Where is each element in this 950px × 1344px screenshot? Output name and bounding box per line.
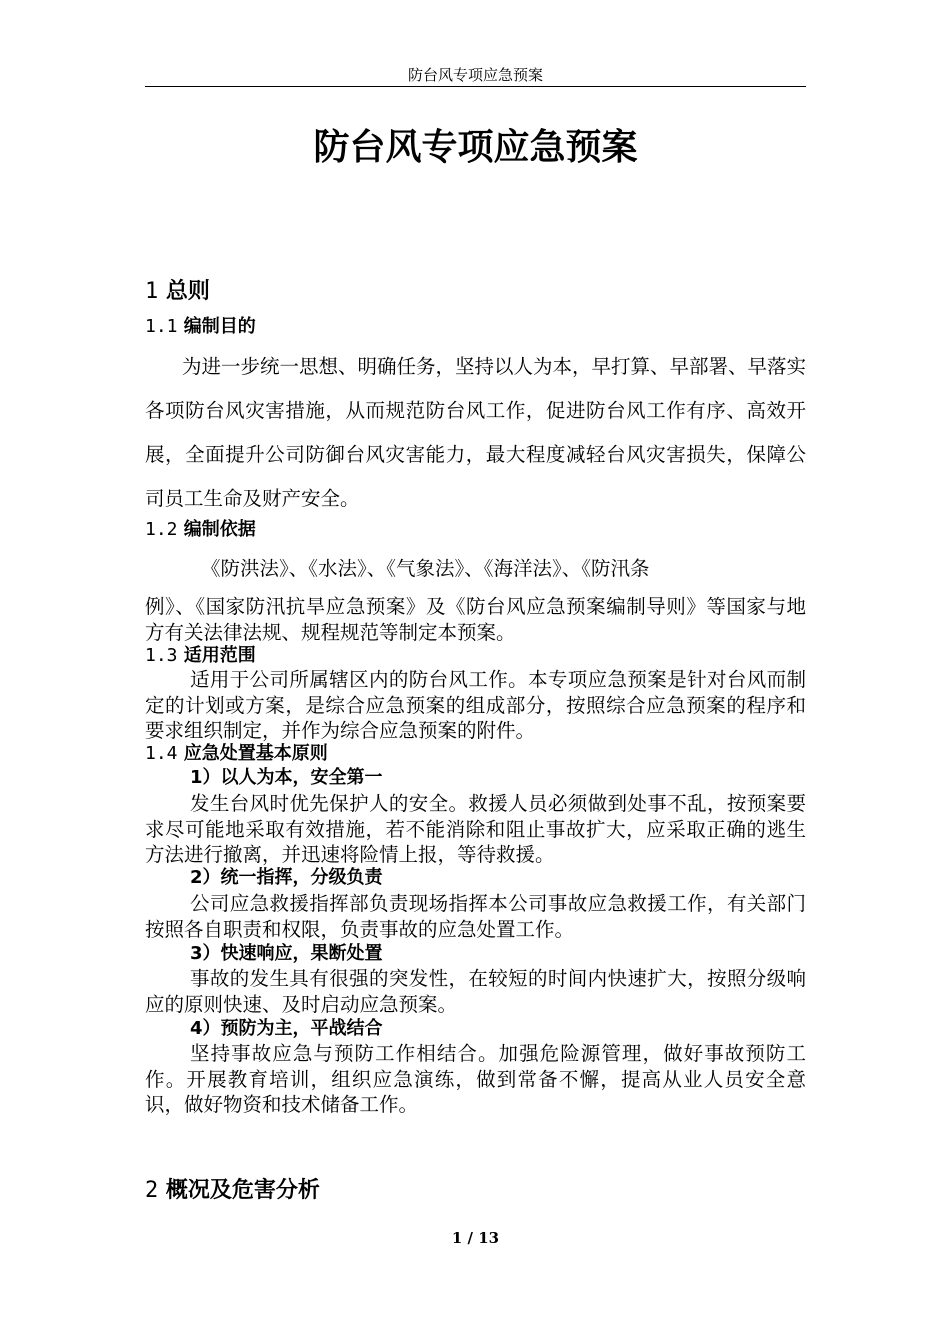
section-label: 总则: [165, 279, 210, 304]
paragraph-text: 为进一步统一思想、明确任务，坚持以人为本，早打算、早部署、早落实各项防台风灾害措施，从而规范防台风工作，促进防台风工作有序、高效开展，全面提升公司防御台风灾害能力，最大程度减轻台风灾害损失，保障公司员工生命及财产安全。: [145, 355, 807, 510]
page-number: 1 / 13: [451, 1229, 500, 1247]
principle-4-text: [145, 1041, 806, 1118]
paragraph-text: 适用于公司所属辖区内的防台风工作。本专项应急预案是针对台风而制定的计划或方案，是综合应急预案的组成部分，按照综合应急预案的程序和要求组织制定，并作为综合应急预案的附件。: [145, 668, 806, 742]
principle-1-text: [145, 791, 806, 868]
section-number: 1.4: [145, 743, 178, 764]
principle-3-text: [145, 966, 806, 1017]
section-label: 适用范围: [183, 645, 256, 666]
paragraph-text: 坚持事故应急与预防工作相结合。加强危险源管理，做好事故预防工作。开展教育培训，组织应急演练，做到常备不懈，提高从业人员安全意识，做好物资和技术储备工作。: [145, 1042, 806, 1116]
paragraph-purpose: [145, 345, 806, 521]
section-number: 1.3: [145, 645, 178, 666]
principle-1-heading: 1）以人为本，安全第一: [190, 767, 383, 788]
paragraph-text: 《防洪法》、《水法》、《气象法》、《海洋法》、《防汛条: [201, 557, 650, 580]
section-1-3-heading: [145, 645, 256, 667]
section-number: 1.2: [145, 519, 178, 540]
section-label: 概况及危害分析: [165, 1178, 320, 1203]
section-number: 1: [145, 279, 159, 304]
section-label: 应急处置基本原则: [183, 743, 328, 764]
paragraph-basis: [145, 594, 806, 645]
principle-3-heading: 3）快速响应，果断处置: [190, 943, 383, 964]
paragraph-scope: [145, 667, 806, 744]
paragraph-basis-first-line: [145, 552, 806, 586]
document-title: 防台风专项应急预案: [313, 127, 638, 168]
section-label: 编制依据: [183, 519, 256, 540]
running-header: 防台风专项应急预案: [407, 66, 543, 84]
section-label: 编制目的: [183, 316, 256, 337]
section-1-heading: [145, 278, 210, 306]
principle-2-heading: 2）统一指挥，分级负责: [190, 867, 383, 888]
header-divider: [145, 86, 806, 87]
principle-4-heading: 4）预防为主，平战结合: [190, 1018, 383, 1039]
section-1-1-heading: [145, 316, 256, 338]
section-1-2-heading: [145, 519, 256, 541]
section-2-heading: [145, 1177, 320, 1205]
paragraph-text: 发生台风时优先保护人的安全。救援人员必须做到处事不乱，按预案要求尽可能地采取有效措施，若不能消除和阻止事故扩大，应采取正确的逃生方法进行撤离，并迅速将险情上报，等待救援。: [145, 792, 806, 866]
section-number: 2: [145, 1178, 159, 1203]
paragraph-text: 例》、《国家防汛抗旱应急预案》及《防台风应急预案编制导则》等国家与地方有关法律法规、规程规范等制定本预案。: [145, 595, 806, 644]
paragraph-text: 公司应急救援指挥部负责现场指挥本公司事故应急救援工作，有关部门按照各自职责和权限，负责事故的应急处置工作。: [145, 892, 806, 941]
paragraph-text: 事故的发生具有很强的突发性，在较短的时间内快速扩大，按照分级响应的原则快速、及时启动应急预案。: [145, 967, 806, 1016]
section-1-4-heading: [145, 743, 328, 765]
section-number: 1.1: [145, 316, 178, 337]
principle-2-text: [145, 891, 806, 942]
